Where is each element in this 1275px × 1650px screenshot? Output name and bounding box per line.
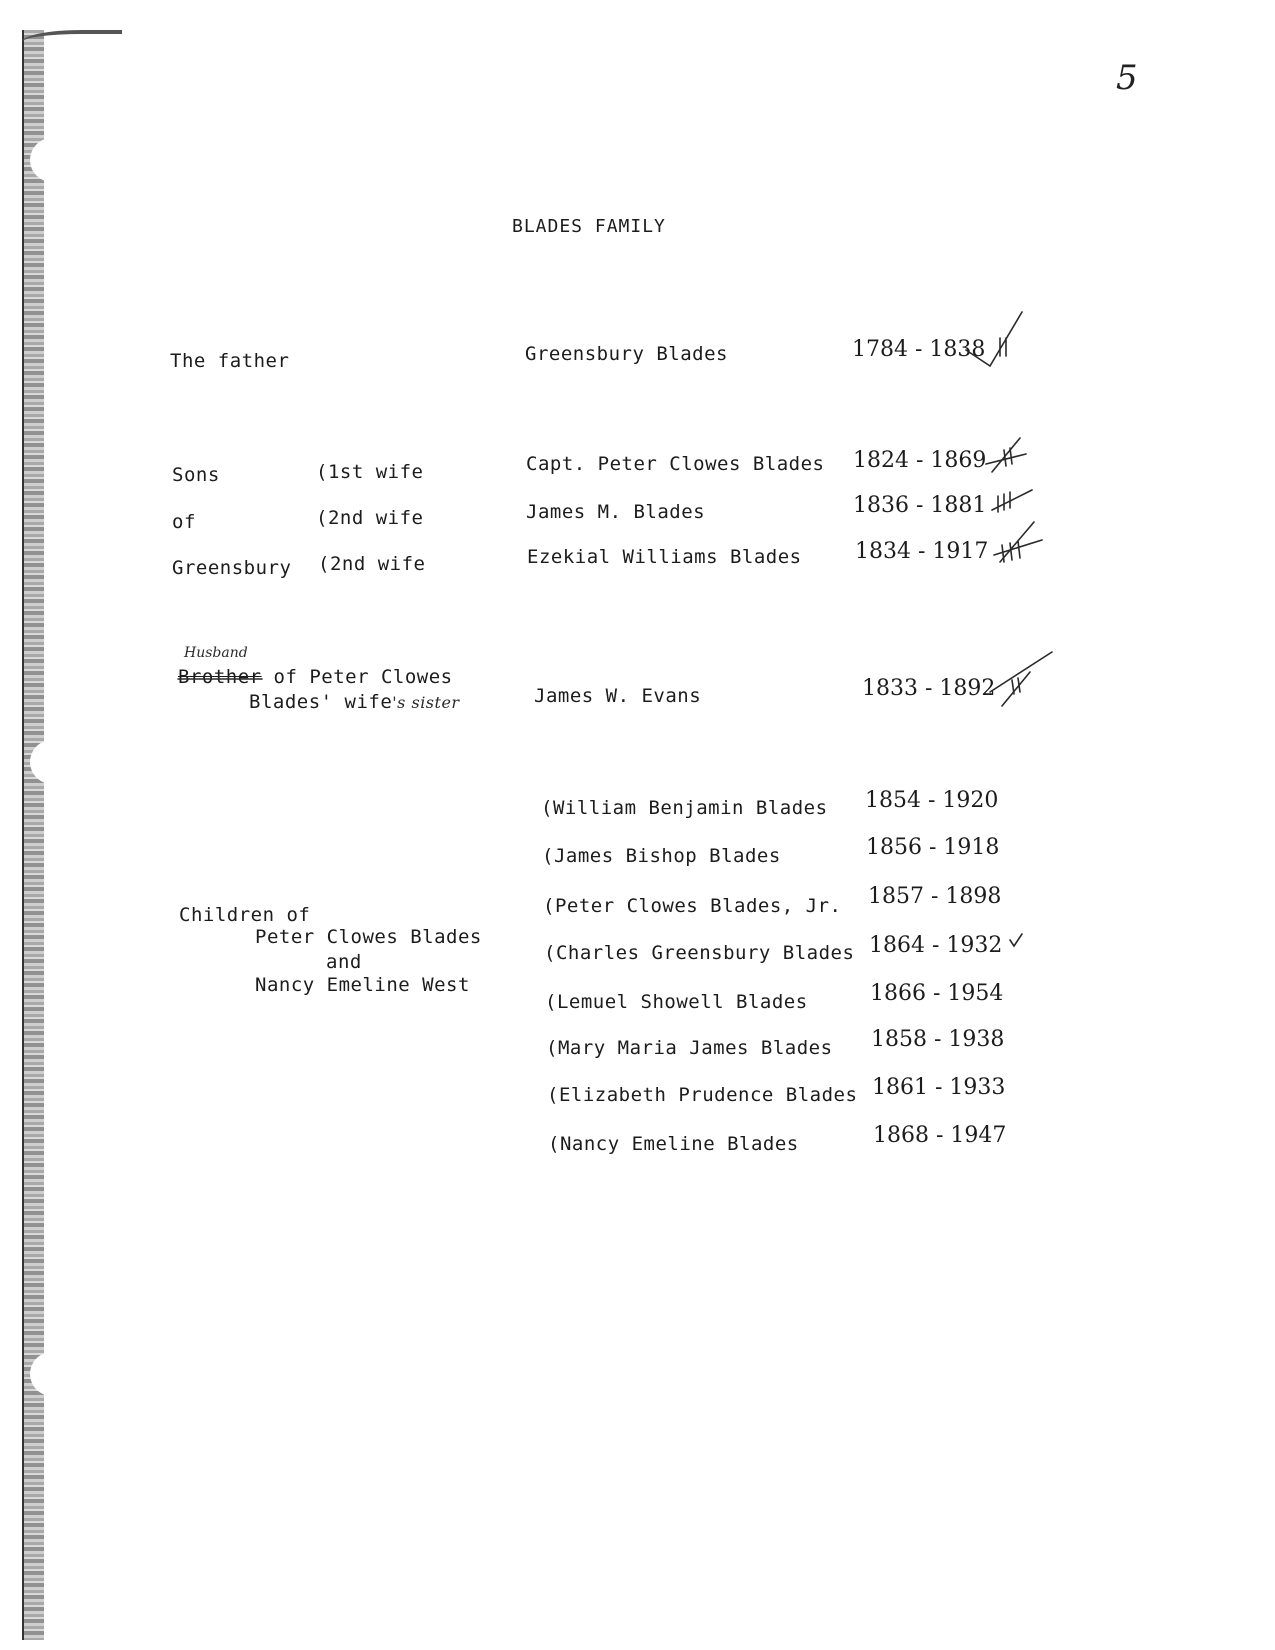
son-3-years: 1834 - 1917 — [855, 539, 989, 564]
sons-label-line-1: Sons — [172, 464, 220, 486]
brother-label-rest: of Peter Clowes — [261, 666, 453, 688]
son-2-years: 1836 - 1881 — [853, 493, 987, 518]
check-mark-brother — [990, 652, 1052, 706]
child-2-name: (James Bishop Blades — [542, 845, 781, 867]
handwritten-husband: Husband — [184, 645, 248, 661]
son-3-wife: (2nd wife — [318, 553, 426, 575]
check-mark-son-2 — [992, 490, 1032, 512]
child-4-name: (Charles Greensbury Blades — [544, 942, 855, 964]
sons-label-line-2: of — [172, 511, 196, 533]
son-2-name: James M. Blades — [526, 501, 706, 523]
children-label-line-1: Children of — [179, 904, 311, 926]
check-mark-father — [966, 312, 1022, 366]
child-7-years: 1861 - 1933 — [872, 1075, 1006, 1100]
child-8-years: 1868 - 1947 — [873, 1123, 1007, 1148]
child-8-name: (Nancy Emeline Blades — [548, 1133, 799, 1155]
child-6-name: (Mary Maria James Blades — [546, 1037, 833, 1059]
son-1-name: Capt. Peter Clowes Blades — [526, 453, 825, 475]
child-1-years: 1854 - 1920 — [865, 788, 999, 813]
son-3-name: Ezekial Williams Blades — [527, 546, 802, 568]
father-label: The father — [170, 350, 290, 372]
child-1-name: (William Benjamin Blades — [541, 797, 828, 819]
child-3-years: 1857 - 1898 — [868, 884, 1002, 909]
handwritten-page-number: 5 — [1116, 58, 1138, 98]
father-name: Greensbury Blades — [525, 343, 728, 365]
brother-years: 1833 - 1892 — [862, 676, 996, 701]
document-title: BLADES FAMILY — [512, 216, 666, 237]
father-years: 1784 - 1838 — [852, 337, 986, 362]
child-6-years: 1858 - 1938 — [871, 1027, 1005, 1052]
brother-name: James W. Evans — [534, 685, 702, 707]
son-1-wife: (1st wife — [316, 461, 424, 483]
sons-label-line-3: Greensbury — [172, 557, 292, 579]
children-label-line-3: and — [326, 951, 362, 973]
child-5-years: 1866 - 1954 — [870, 981, 1004, 1006]
child-4-years: 1864 - 1932 — [869, 933, 1003, 958]
child-3-name: (Peter Clowes Blades, Jr. — [543, 895, 842, 917]
child-2-years: 1856 - 1918 — [866, 835, 1000, 860]
check-mark-son-1 — [986, 438, 1026, 472]
son-2-wife: (2nd wife — [316, 507, 424, 529]
child-5-name: (Lemuel Showell Blades — [545, 991, 808, 1013]
son-1-years: 1824 - 1869 — [853, 448, 987, 473]
children-label-line-4: Nancy Emeline West — [255, 974, 470, 996]
brother-label-line-2-text: Blades' wife — [249, 691, 393, 713]
check-mark-son-3 — [994, 522, 1042, 562]
child-7-name: (Elizabeth Prudence Blades — [547, 1084, 858, 1106]
struck-brother: Brother — [178, 666, 262, 688]
children-label-line-2: Peter Clowes Blades — [255, 926, 482, 948]
handwritten-sister: 's sister — [392, 693, 460, 712]
check-mark-child-4 — [1010, 934, 1022, 946]
